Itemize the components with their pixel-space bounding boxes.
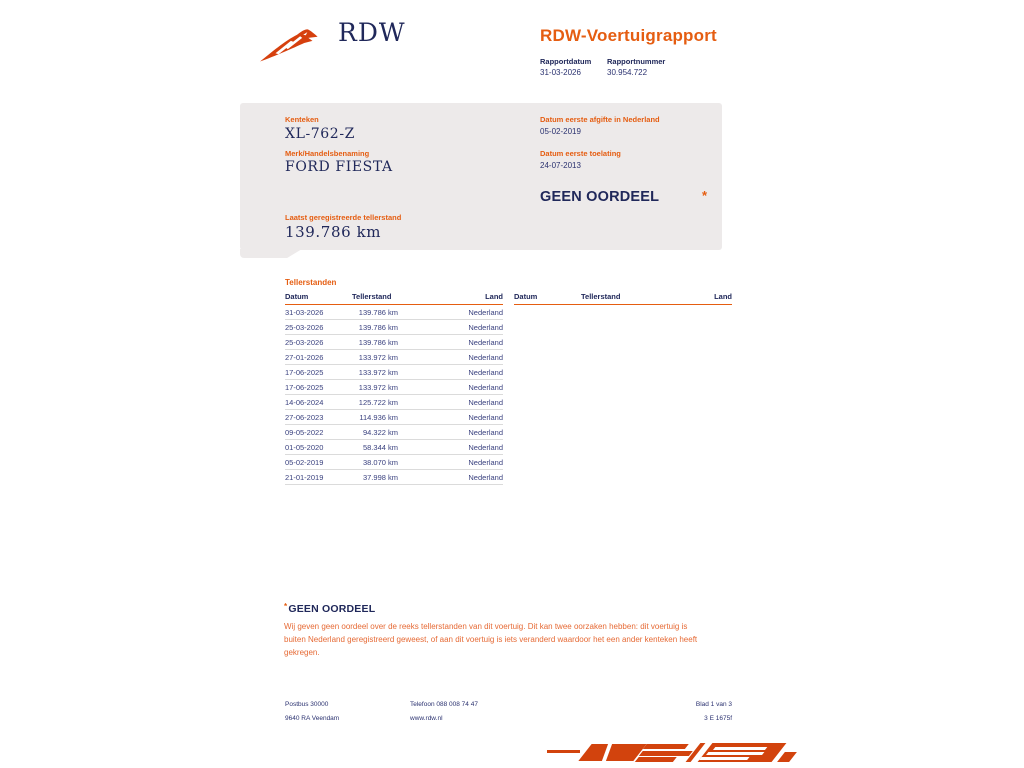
row-date: 09-05-2022 (285, 427, 324, 437)
report-date-label: Rapportdatum (540, 57, 592, 66)
table-row (285, 410, 503, 425)
col-header-country: Land (485, 292, 503, 301)
odometer-label: Laatst geregistreerde tellerstand (285, 213, 402, 222)
footer-contact (410, 700, 478, 728)
col-header-date: Datum (514, 292, 538, 301)
verdict-footnote (284, 602, 706, 659)
row-date: 05-02-2019 (285, 457, 324, 467)
footer-form-code: 3 E 1675f (704, 715, 732, 722)
table-row (285, 440, 503, 455)
row-date: 17-06-2025 (285, 367, 324, 377)
footnote-heading (284, 602, 706, 615)
row-country: Nederland (468, 457, 503, 467)
table-row (285, 305, 503, 320)
row-country: Nederland (468, 412, 503, 422)
row-date: 27-06-2023 (285, 412, 324, 422)
license-plate-label: Kenteken (285, 115, 319, 124)
panel-corner-tab (240, 249, 302, 258)
col-header-odometer: Tellerstand (352, 292, 392, 301)
verdict-text: GEEN OORDEEL (540, 189, 660, 205)
odometer-table-right (514, 292, 732, 485)
col-header-odometer: Tellerstand (581, 292, 621, 301)
footer-page-info (696, 700, 732, 728)
row-date: 25-03-2026 (285, 322, 324, 332)
table-row (285, 335, 503, 350)
vehicle-summary-panel (240, 103, 722, 250)
table-header (285, 292, 503, 305)
footnote-title: GEEN OORDEEL (288, 603, 376, 615)
first-admission-value: 24-07-2013 (540, 161, 581, 170)
table-row (285, 380, 503, 395)
odometer-section (285, 278, 732, 485)
col-header-country: Land (714, 292, 732, 301)
table-row (285, 455, 503, 470)
row-country: Nederland (468, 367, 503, 377)
verdict-asterisk: * (702, 188, 708, 203)
row-country: Nederland (468, 307, 503, 317)
rdw-wing-logo-icon (258, 24, 332, 64)
footer-phone: Telefoon 088 008 74 47 (410, 701, 478, 708)
table-header (514, 292, 732, 305)
report-number-label: Rapportnummer (607, 57, 666, 66)
col-header-date: Datum (285, 292, 309, 301)
row-country: Nederland (468, 322, 503, 332)
page-title: RDW-Voertuigrapport (540, 26, 717, 45)
rdw-logo-text: RDW (338, 18, 406, 47)
odometer-value: 139.786 km (285, 223, 382, 241)
first-admission-label: Datum eerste toelating (540, 149, 621, 158)
deco-stripe-pattern-icon (545, 740, 795, 768)
first-issue-value: 05-02-2019 (540, 127, 581, 136)
row-country: Nederland (468, 352, 503, 362)
make-value: FORD FIESTA (285, 159, 393, 175)
footer-address-line2: 9640 RA Veendam (285, 715, 340, 722)
odometer-section-title: Tellerstanden (285, 278, 337, 287)
license-plate-value: XL-762-Z (285, 126, 355, 142)
row-odometer: 139.786 km (358, 322, 398, 332)
row-odometer: 94.322 km (362, 427, 398, 437)
table-row (285, 395, 503, 410)
row-country: Nederland (468, 397, 503, 407)
row-odometer: 37.998 km (362, 472, 398, 482)
row-odometer: 133.972 km (358, 382, 398, 392)
report-date-value: 31-03-2026 (540, 68, 581, 77)
footer-website: www.rdw.nl (410, 715, 443, 722)
row-date: 14-06-2024 (285, 397, 324, 407)
row-odometer: 58.344 km (362, 442, 398, 452)
row-odometer: 133.972 km (358, 367, 398, 377)
row-odometer: 114.936 km (359, 412, 398, 422)
row-country: Nederland (468, 382, 503, 392)
row-country: Nederland (468, 472, 503, 482)
table-row (285, 350, 503, 365)
row-country: Nederland (468, 427, 503, 437)
odometer-table-left (285, 292, 503, 485)
row-country: Nederland (468, 337, 503, 347)
row-country: Nederland (468, 442, 503, 452)
odometer-table-body-left (285, 305, 503, 485)
row-date: 31-03-2026 (285, 307, 324, 317)
footer-address (285, 700, 339, 728)
footer-page-number: Blad 1 van 3 (695, 701, 732, 708)
row-date: 27-01-2026 (285, 352, 324, 362)
row-odometer: 38.070 km (362, 457, 398, 467)
first-issue-label: Datum eerste afgifte in Nederland (540, 115, 660, 124)
make-label: Merk/Handelsbenaming (285, 149, 370, 158)
footer-address-line1: Postbus 30000 (285, 701, 329, 708)
table-row (285, 425, 503, 440)
row-odometer: 133.972 km (358, 352, 398, 362)
row-odometer: 139.786 km (358, 337, 398, 347)
footnote-asterisk: * (284, 602, 288, 611)
report-number-value: 30.954.722 (607, 68, 648, 77)
row-odometer: 125.722 km (358, 397, 398, 407)
row-date: 21-01-2019 (285, 472, 324, 482)
table-row (285, 365, 503, 380)
page-footer (285, 700, 732, 730)
row-odometer: 139.786 km (358, 307, 398, 317)
footnote-body: Wij geven geen oordeel over de reeks tellerstanden van dit voertuig. Dit kan twee oorzaken hebben: dit voertuig is buiten Nederland geregistreerd geweest, of aan dit voertuig is iets veranderd waardoor het een ander kenteken heeft gekregen. (284, 622, 698, 657)
row-date: 17-06-2025 (285, 382, 324, 392)
row-date: 01-05-2020 (285, 442, 324, 452)
table-row (285, 320, 503, 335)
row-date: 25-03-2026 (285, 337, 324, 347)
table-row (285, 470, 503, 485)
